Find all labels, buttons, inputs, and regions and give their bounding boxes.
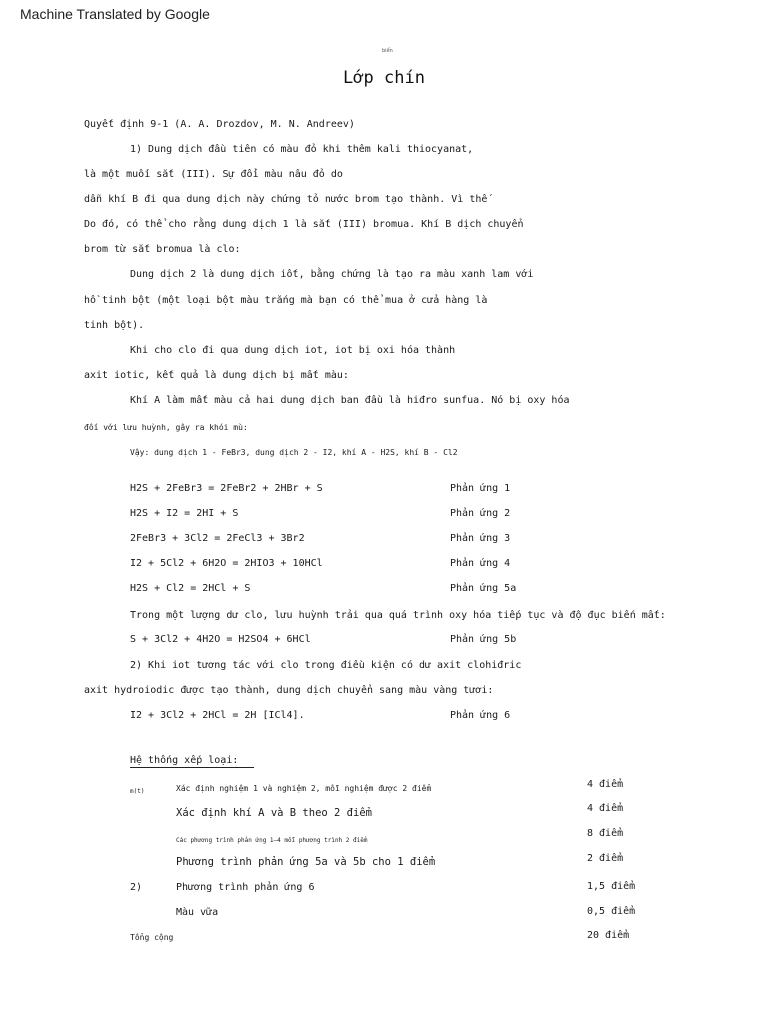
grading-row-text: Xác định khí A và B theo 2 điểm xyxy=(176,807,372,819)
reaction-label: Phản ứng 4 xyxy=(450,558,511,569)
paragraph-line: axit iotic, kết quả là dung dịch bị mất màu: xyxy=(84,370,349,381)
grading-row-points: 4 điểm xyxy=(587,779,624,790)
paragraph-line: 1) Dung dịch đầu tiên có màu đỏ khi thêm kali thiocyanat, xyxy=(130,144,474,155)
grading-row-text: Xác định nghiệm 1 và nghiệm 2, mỗi nghiệm được 2 điểm xyxy=(176,784,432,793)
grading-row-text: Phương trình phản ứng 5a và 5b cho 1 điểm xyxy=(176,856,436,868)
grading-row-prefix: m(t) xyxy=(130,788,145,795)
reaction-equation: 2FeBr3 + 3Cl2 = 2FeCl3 + 3Br2 xyxy=(130,533,305,544)
reaction-equation: H2S + 2FeBr3 = 2FeBr2 + 2HBr + S xyxy=(130,483,323,494)
grading-row-text: Phương trình phản ứng 6 xyxy=(176,882,315,893)
paragraph-line: Do đó, có thể cho rằng dung dịch 1 là sắt (III) bromua. Khí B dịch chuyển xyxy=(84,219,524,230)
reaction-label: Phản ứng 2 xyxy=(450,508,511,519)
grading-heading xyxy=(130,755,254,767)
grading-row-points: 0,5 điểm xyxy=(587,906,636,917)
grading-row-points: 4 điểm xyxy=(587,803,624,814)
reaction-label: Phản ứng 1 xyxy=(450,483,511,494)
grading-total-points: 20 điểm xyxy=(587,930,630,941)
reaction-label: Phản ứng 6 xyxy=(450,710,511,721)
grading-row-points: 1,5 điểm xyxy=(587,881,636,892)
page-title: Lớp chín xyxy=(343,68,425,88)
reaction-equation: H2S + Cl2 = 2HCl + S xyxy=(130,583,251,594)
paragraph-line: đối với lưu huỳnh, gây ra khói mù: xyxy=(84,423,248,432)
tiny-header-mark: biển xyxy=(382,48,393,54)
machine-translation-banner: Machine Translated by Google xyxy=(20,6,210,22)
author-line: Quyết định 9-1 (A. A. Drozdov, M. N. Andreev) xyxy=(84,119,355,130)
paragraph-line: brom từ sắt bromua là clo: xyxy=(84,244,241,255)
reaction-equation: H2S + I2 = 2HI + S xyxy=(130,508,239,519)
grading-row-text: Màu vữa xyxy=(176,907,219,918)
paragraph-line: Khi cho clo đi qua dung dịch iot, iot bị oxi hóa thành xyxy=(130,345,456,356)
part2-line: 2) Khi iot tương tác với clo trong điều kiện có dư axit clohiđric xyxy=(130,660,522,671)
reaction-label: Phản ứng 5b xyxy=(450,634,517,645)
paragraph-line: dẫn khí B đi qua dung dịch này chứng tỏ nước brom tạo thành. Vì thế xyxy=(84,194,488,205)
grading-heading-text: Hệ thống xếp loại: xyxy=(130,755,254,768)
grading-row-points: 8 điểm xyxy=(587,828,624,839)
part2-line: axit hydroiodic được tạo thành, dung dịch chuyển sang màu vàng tươi: xyxy=(84,685,494,696)
paragraph-line: là một muối sắt (III). Sự đổi màu nâu đỏ do xyxy=(84,169,343,180)
summary-line: Vậy: dung dịch 1 - FeBr3, dung dịch 2 - I2, khí A - H2S, khí B - Cl2 xyxy=(130,448,458,457)
grading-row-points: 2 điểm xyxy=(587,853,624,864)
grading-row-prefix: 2) xyxy=(130,882,143,893)
paragraph-line: Dung dịch 2 là dung dịch iốt, bằng chứng là tạo ra màu xanh lam với xyxy=(130,269,534,280)
reaction-equation: I2 + 3Cl2 + 2HCl = 2H [ICl4]. xyxy=(130,710,305,721)
paragraph-line: hồ tinh bột (một loại bột màu trắng mà bạn có thể mua ở cửa hàng là xyxy=(84,295,488,306)
reaction-equation: S + 3Cl2 + 4H2O = H2SO4 + 6HCl xyxy=(130,634,311,645)
reaction-equation: I2 + 5Cl2 + 6H2O = 2HIO3 + 10HCl xyxy=(130,558,323,569)
reaction-label: Phản ứng 5a xyxy=(450,583,517,594)
grading-row-text: Các phương trình phản ứng 1–4 mỗi phương trình 2 điểm xyxy=(176,837,368,844)
excess-chlorine-line: Trong một lượng dư clo, lưu huỳnh trải qua quá trình oxy hóa tiếp tục và độ đục biến mất: xyxy=(130,610,666,621)
paragraph-line: Khí A làm mất màu cả hai dung dịch ban đầu là hiđro sunfua. Nó bị oxy hóa xyxy=(130,395,570,406)
paragraph-line: tinh bột). xyxy=(84,320,145,331)
reaction-label: Phản ứng 3 xyxy=(450,533,511,544)
grading-total-label: Tổng cộng xyxy=(130,933,174,942)
